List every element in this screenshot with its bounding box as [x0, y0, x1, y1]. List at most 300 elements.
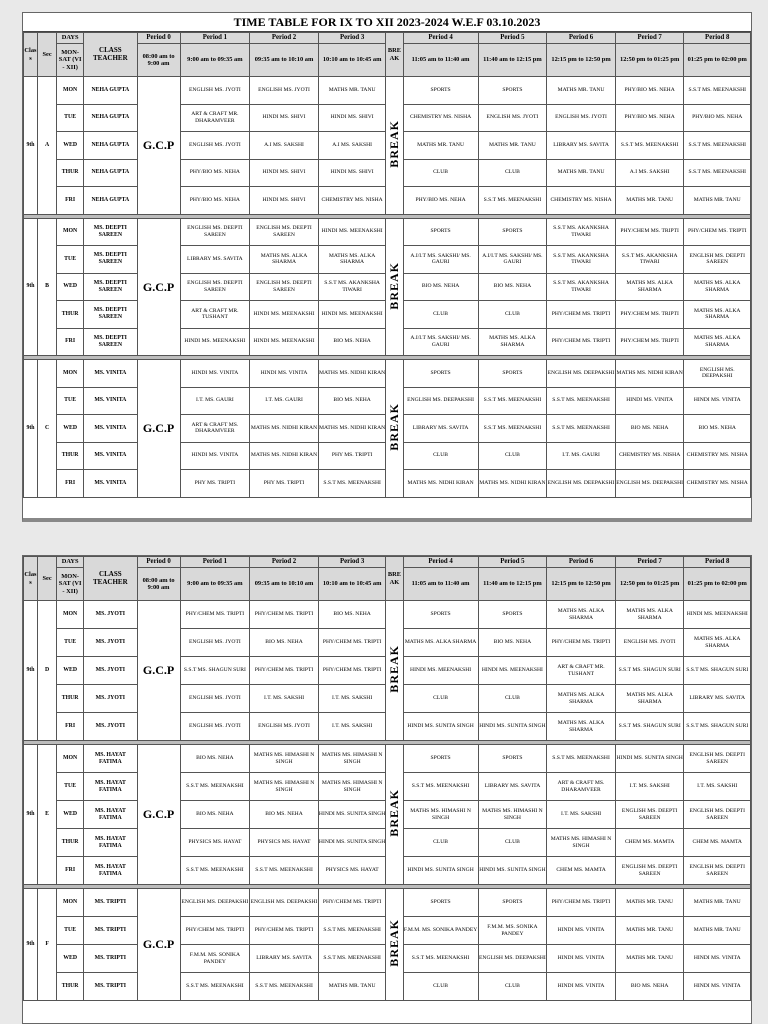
timetable-cell: CHEMISTRY MS. NISHA [684, 442, 751, 470]
timetable-cell: HINDI MS. SUNITA SINGH [478, 857, 547, 885]
timetable-cell: PHY/CHEM MS. TRIPTI [547, 889, 616, 917]
class-teacher-cell: MS. VINITA [84, 470, 138, 498]
break-column [386, 745, 403, 885]
class-teacher-cell: MS. DEEPTI SAREEN [84, 218, 138, 246]
timetable-cell: MATHS MR. TANU [318, 77, 386, 105]
timetable-title: TIME TABLE FOR IX TO XII 2023-2024 W.E.F 03.10.2023 [23, 13, 751, 32]
timetable-cell: ENGLISH MS. DEEPTI SAREEN [180, 218, 250, 246]
timetable-cell: ENGLISH MS. JYOTI [180, 132, 250, 160]
timetable-cell: HINDI MS. VINITA [684, 973, 751, 1001]
break-label: BREAK [387, 120, 402, 168]
timetable-cell: ART & CRAFT MR. DHARAMVEER [180, 104, 250, 132]
timetable-cell: PHYSICS MS. HAYAT [318, 857, 386, 885]
timetable-cell: ENGLISH MS. JYOTI [180, 713, 250, 741]
day-cell: MON [57, 889, 84, 917]
day-cell: THUR [57, 685, 84, 713]
class-teacher-cell: NEHA GUPTA [84, 187, 138, 215]
timetable-cell: MATHS MS. ALKA SHARMA [684, 301, 751, 329]
class-cell: 9th [24, 77, 38, 215]
timetable-cell: HINDI MS. SUNITA SINGH [403, 857, 478, 885]
timetable-cell: ENGLISH MS. DEEPTI SAREEN [684, 246, 751, 274]
day-cell: WED [57, 415, 84, 443]
break-label: BREAK [387, 261, 402, 310]
timetable-cell: LIBRARY MS. SAVITA [403, 415, 478, 443]
break-column [386, 601, 403, 741]
timetable-cell: PHY/CHEM MS. TRIPTI [615, 218, 684, 246]
timetable-cell: MATHS MR. TANU [615, 187, 684, 215]
class-teacher-cell: MS. VINITA [84, 387, 138, 415]
timetable-cell: S.S.T MS. MEENAKSHI [684, 77, 751, 105]
class-cell: 9th [24, 218, 38, 356]
class-teacher-cell: MS. JYOTI [84, 657, 138, 685]
timetable-cell: ENGLISH MS. DEEPTI SAREEN [684, 745, 751, 773]
timetable-cell: MATHS MS. ALKA SHARMA [684, 629, 751, 657]
period-time: 11:05 am to 11:40 am [403, 568, 478, 601]
period-0-gcp: G.C.P [137, 360, 180, 498]
period-header: Period 7 [615, 557, 684, 568]
break-label: BREAK [387, 789, 402, 837]
day-cell: FRI [57, 328, 84, 356]
class-teacher-cell: MS. VINITA [84, 415, 138, 443]
class-teacher-header: CLASS TEACHER [84, 33, 138, 77]
timetable-cell: S.S.T MS. MEENAKSHI [318, 470, 386, 498]
timetable-cell: MATHS MR. TANU [615, 917, 684, 945]
class-teacher-cell: MS. TRIPTI [84, 945, 138, 973]
period-0-gcp: G.C.P [137, 77, 180, 215]
timetable-cell: MATHS MS. ALKA SHARMA [547, 685, 616, 713]
timetable-cell: LIBRARY MS. SAVITA [180, 246, 250, 274]
timetable-cell: PHY MS. TRIPTI [250, 470, 319, 498]
timetable-cell: SPORTS [478, 889, 547, 917]
timetable-cell: S.S.T MS. MEENAKSHI [318, 917, 386, 945]
day-cell: THUR [57, 442, 84, 470]
timetable-cell: S.S.T MS. AKANKSHA TIWARI [547, 246, 616, 274]
timetable-cell: HINDI MS. VINITA [684, 945, 751, 973]
timetable-cell: PHY/CHEM MS. TRIPTI [547, 301, 616, 329]
break-header: BRE AK [386, 557, 403, 601]
period-header: Period 3 [318, 557, 386, 568]
timetable-cell: BIO MS. NEHA [478, 629, 547, 657]
timetable-cell: MATHS MS. NIDHI KIRAN [615, 360, 684, 388]
timetable-cell: CHEMISTRY MS. NISHA [403, 104, 478, 132]
timetable-cell: S.S.T MS. MEENAKSHI [615, 132, 684, 160]
timetable-cell: I.T. MS. GAURI [250, 387, 319, 415]
timetable-cell: ENGLISH MS. DEEPAKSHI [547, 470, 616, 498]
timetable-cell: ENGLISH MS. JYOTI [180, 629, 250, 657]
day-cell: MON [57, 601, 84, 629]
timetable-cell: ART & CRAFT MS. DHARAMVEER [547, 773, 616, 801]
timetable-cell: MATHS MS. ALKA SHARMA [615, 685, 684, 713]
timetable-cell: SPORTS [478, 360, 547, 388]
timetable-cell: S.S.T MS. MEENAKSHI [403, 773, 478, 801]
timetable-cell: MATHS MS. HIMASHI N SINGH [250, 745, 319, 773]
header-row [24, 557, 751, 568]
timetable-cell: PHY/CHEM MS. TRIPTI [180, 917, 250, 945]
timetable-cell: ENGLISH MS. DEEPAKSHI [250, 889, 319, 917]
timetable-cell: PHY/BIO MS. NEHA [403, 187, 478, 215]
period-header: Period 7 [615, 33, 684, 44]
timetable-grid [23, 556, 751, 1001]
timetable-cell: PHY/BIO MS. NEHA [684, 104, 751, 132]
break-column [386, 218, 403, 356]
timetable-cell: S.S.T MS. SHAGUN SURI [684, 657, 751, 685]
day-cell: MON [57, 745, 84, 773]
timetable-cell: ENGLISH MS. DEEPTI SAREEN [250, 273, 319, 301]
day-cell: THUR [57, 829, 84, 857]
section-cell: F [37, 889, 56, 1001]
timetable-cell: I.T. MS. SAKSHI [318, 685, 386, 713]
timetable-cell: ENGLISH MS. JYOTI [250, 713, 319, 741]
timetable-cell: S.S.T MS. AKANKSHA TIWARI [547, 273, 616, 301]
timetable-cell: MATHS MS. ALKA SHARMA [547, 601, 616, 629]
timetable-cell: S.S.T MS. MEENAKSHI [478, 387, 547, 415]
table-row [24, 601, 751, 629]
timetable-cell: CHEMISTRY MS. NISHA [615, 442, 684, 470]
timetable-cell: CLUB [478, 159, 547, 187]
timetable-cell: PHY MS. TRIPTI [180, 470, 250, 498]
timetable-cell: BIO MS. NEHA [250, 801, 319, 829]
timetable-cell: PHY/CHEM MS. TRIPTI [547, 328, 616, 356]
timetable-cell: CLUB [403, 159, 478, 187]
period-header: Period 8 [684, 33, 751, 44]
timetable-cell: MATHS MS. NIDHI KIRAN [250, 415, 319, 443]
timetable-cell: I.T. MS. SAKSHI [615, 773, 684, 801]
timetable-cell: MATHS MS. ALKA SHARMA [547, 713, 616, 741]
timetable-cell: ENGLISH MS. DEEPTI SAREEN [615, 857, 684, 885]
break-label: BREAK [387, 919, 402, 967]
period-time: 9:00 am to 09:35 am [180, 44, 250, 77]
header-row [24, 33, 751, 44]
day-cell: TUE [57, 629, 84, 657]
timetable-cell: ENGLISH MS. JYOTI [547, 104, 616, 132]
period-header: Period 0 [137, 557, 180, 568]
timetable-cell: MATHS MR. TANU [318, 973, 386, 1001]
period-header: Period 4 [403, 33, 478, 44]
timetable-cell: HINDI MS. SUNITA SINGH [615, 745, 684, 773]
period-header: Period 6 [547, 557, 616, 568]
class-teacher-cell: NEHA GUPTA [84, 132, 138, 160]
timetable-cell: ENGLISH MS. JYOTI [615, 629, 684, 657]
period-time: 10:10 am to 10:45 am [318, 568, 386, 601]
timetable-cell: HINDI MS. MEENAKSHI [180, 328, 250, 356]
period-header: Period 3 [318, 33, 386, 44]
day-cell: THUR [57, 159, 84, 187]
class-header: Clas s [24, 557, 38, 601]
timetable-cell: S.S.T MS. SHAGUN SURI [615, 713, 684, 741]
timetable-cell: MATHS MR. TANU [403, 132, 478, 160]
period-header: Period 6 [547, 33, 616, 44]
timetable-cell: MATHS MR. TANU [547, 77, 616, 105]
timetable-cell: MATHS MS. NIDHI KIRAN [318, 360, 386, 388]
class-teacher-cell: MS. VINITA [84, 442, 138, 470]
timetable-cell: MATHS MS. ALKA SHARMA [615, 601, 684, 629]
period-header: Period 2 [250, 557, 319, 568]
day-cell: FRI [57, 857, 84, 885]
period-header: Period 5 [478, 557, 547, 568]
class-teacher-cell: MS. JYOTI [84, 713, 138, 741]
timetable-cell: PHY/CHEM MS. TRIPTI [318, 657, 386, 685]
timetable-cell: I.T. MS. SAKSHI [684, 773, 751, 801]
day-cell: TUE [57, 773, 84, 801]
timetable-cell: SPORTS [478, 601, 547, 629]
day-cell: MON [57, 77, 84, 105]
timetable-cell: MATHS MS. NIDHI KIRAN [403, 470, 478, 498]
day-cell: TUE [57, 917, 84, 945]
table-row [24, 360, 751, 388]
table-row [24, 889, 751, 917]
timetable-cell: ART & CRAFT MR. TUSHANT [180, 301, 250, 329]
timetable-cell: MATHS MS. ALKA SHARMA [684, 328, 751, 356]
timetable-cell: BIO MS. NEHA [615, 415, 684, 443]
period-header: Period 1 [180, 557, 250, 568]
timetable-cell: HINDI MS. MEENAKSHI [318, 301, 386, 329]
timetable-cell: HINDI MS. SHIVI [318, 104, 386, 132]
timetable-cell: LIBRARY MS. SAVITA [478, 773, 547, 801]
timetable-cell: CHEMISTRY MS. NISHA [684, 470, 751, 498]
period-time: 09:35 am to 10:10 am [250, 44, 319, 77]
class-teacher-cell: MS. DEEPTI SAREEN [84, 328, 138, 356]
class-teacher-cell: MS. HAYAT FATIMA [84, 745, 138, 773]
timetable-cell: A.I MS. SAKSHI [615, 159, 684, 187]
day-cell: THUR [57, 973, 84, 1001]
timetable-cell: ENGLISH MS. DEEPTI SAREEN [684, 857, 751, 885]
period-time: 12:50 pm to 01:25 pm [615, 44, 684, 77]
class-teacher-cell: MS. JYOTI [84, 601, 138, 629]
timetable-cell: I.T. MS. SAKSHI [318, 713, 386, 741]
class-cell: 9th [24, 601, 38, 741]
timetable-cell: ENGLISH MS. DEEPAKSHI [478, 945, 547, 973]
timetable-cell: MATHS MS. ALKA SHARMA [478, 328, 547, 356]
day-cell: WED [57, 945, 84, 973]
class-cell: 9th [24, 889, 38, 1001]
timetable-cell: MATHS MS. NIDHI KIRAN [250, 442, 319, 470]
class-teacher-cell: MS. JYOTI [84, 685, 138, 713]
timetable-cell: HINDI MS. VINITA [547, 945, 616, 973]
timetable-cell: HINDI MS. VINITA [547, 917, 616, 945]
timetable-cell: A.I/I.T MS. SAKSHI/ MS. GAURI [403, 328, 478, 356]
timetable-cell: ENGLISH MS. DEEPAKSHI [180, 889, 250, 917]
class-teacher-cell: MS. HAYAT FATIMA [84, 773, 138, 801]
timetable-cell: CLUB [478, 829, 547, 857]
class-teacher-cell: MS. HAYAT FATIMA [84, 857, 138, 885]
period-0-gcp: G.C.P [137, 889, 180, 1001]
class-teacher-cell: NEHA GUPTA [84, 159, 138, 187]
timetable-cell: HINDI MS. VINITA [684, 387, 751, 415]
period-time: 11:40 am to 12:15 pm [478, 568, 547, 601]
timetable-cell: MATHS MS. NIDHI KIRAN [478, 470, 547, 498]
timetable-cell: HINDI MS. SHIVI [318, 159, 386, 187]
timetable-cell: PHY/CHEM MS. TRIPTI [684, 218, 751, 246]
period-header: Period 8 [684, 557, 751, 568]
timetable-cell: PHY/CHEM MS. TRIPTI [615, 301, 684, 329]
timetable-cell: BIO MS. NEHA [318, 387, 386, 415]
timetable-cell: HINDI MS. SUNITA SINGH [318, 829, 386, 857]
class-teacher-cell: MS. TRIPTI [84, 889, 138, 917]
timetable-cell: SPORTS [403, 360, 478, 388]
timetable-cell: ENGLISH MS. DEEPTI SAREEN [615, 801, 684, 829]
timetable-cell: HINDI MS. VINITA [250, 360, 319, 388]
days-range: MON-SAT (VI - XII) [57, 44, 84, 77]
timetable-cell: CLUB [478, 973, 547, 1001]
class-teacher-cell: NEHA GUPTA [84, 104, 138, 132]
timetable-cell: ENGLISH MS. JYOTI [250, 77, 319, 105]
timetable-cell: A.I/I.T MS. SAKSHI/ MS. GAURI [478, 246, 547, 274]
timetable-cell: MATHS MS. ALKA SHARMA [403, 629, 478, 657]
timetable-cell: HINDI MS. SUNITA SINGH [318, 801, 386, 829]
timetable-cell: MATHS MR. TANU [615, 945, 684, 973]
timetable-cell: ENGLISH MS. DEEPTI SAREEN [684, 801, 751, 829]
timetable-cell: S.S.T MS. MEENAKSHI [547, 415, 616, 443]
timetable-cell: PHY/CHEM MS. TRIPTI [250, 601, 319, 629]
timetable-cell: I.T. MS. GAURI [547, 442, 616, 470]
timetable-cell: S.S.T MS. MEENAKSHI [180, 773, 250, 801]
timetable-cell: CHEM MS. MAMTA [615, 829, 684, 857]
timetable-cell: S.S.T MS. MEENAKSHI [250, 857, 319, 885]
timetable-cell: LIBRARY MS. SAVITA [547, 132, 616, 160]
timetable-cell: PHY/BIO MS. NEHA [180, 187, 250, 215]
timetable-cell: MATHS MS. NIDHI KIRAN [318, 415, 386, 443]
class-teacher-cell: MS. JYOTI [84, 629, 138, 657]
timetable-cell: MATHS MS. HIMASHI N SINGH [478, 801, 547, 829]
class-teacher-cell: MS. HAYAT FATIMA [84, 829, 138, 857]
timetable-cell: PHY MS. TRIPTI [318, 442, 386, 470]
day-cell: FRI [57, 713, 84, 741]
break-column [386, 889, 403, 1001]
period-time: 11:05 am to 11:40 am [403, 44, 478, 77]
timetable-cell: HINDI MS. MEENAKSHI [684, 601, 751, 629]
timetable-cell: BIO MS. NEHA [180, 745, 250, 773]
timetable-cell: CLUB [478, 685, 547, 713]
timetable-cell: LIBRARY MS. SAVITA [250, 945, 319, 973]
timetable-cell: SPORTS [403, 745, 478, 773]
timetable-cell: S.S.T MS. MEENAKSHI [547, 387, 616, 415]
timetable-cell: CLUB [403, 685, 478, 713]
period-header: Period 4 [403, 557, 478, 568]
timetable-grid [23, 32, 751, 498]
timetable-cell: I.T. MS. SAKSHI [250, 685, 319, 713]
timetable-cell: MATHS MR. TANU [547, 159, 616, 187]
timetable-cell: CHEM MS. MAMTA [547, 857, 616, 885]
timetable-cell: ENGLISH MS. JYOTI [180, 685, 250, 713]
period-time: 09:35 am to 10:10 am [250, 568, 319, 601]
timetable-cell: S.S.T MS. SHAGUN SURI [615, 657, 684, 685]
timetable-cell: MATHS MS. HIMASHI N SINGH [250, 773, 319, 801]
timetable-cell: S.S.T MS. AKANKSHA TIWARI [318, 273, 386, 301]
timetable-cell: MATHS MS. ALKA SHARMA [684, 273, 751, 301]
timetable-cell: S.S.T MS. MEENAKSHI [684, 159, 751, 187]
break-label: BREAK [387, 403, 402, 451]
timetable-cell: CHEMISTRY MS. NISHA [547, 187, 616, 215]
timetable-cell: PHY/BIO MS. NEHA [615, 104, 684, 132]
timetable-cell: S.S.T MS. MEENAKSHI [684, 132, 751, 160]
timetable-cell: PHY/CHEM MS. TRIPTI [250, 917, 319, 945]
period-header: Period 0 [137, 33, 180, 44]
timetable-cell: F.M.M. MS. SONIKA PANDEY [180, 945, 250, 973]
period-time: 08:00 am to 9:00 am [137, 44, 180, 77]
timetable-cell: BIO MS. NEHA [684, 415, 751, 443]
class-header: Clas s [24, 33, 38, 77]
day-cell: FRI [57, 470, 84, 498]
timetable-cell: MATHS MS. ALKA SHARMA [250, 246, 319, 274]
table-row [24, 745, 751, 773]
timetable-cell: BIO MS. NEHA [318, 601, 386, 629]
timetable-cell: BIO MS. NEHA [318, 328, 386, 356]
timetable-cell: SPORTS [478, 745, 547, 773]
class-teacher-cell: MS. TRIPTI [84, 917, 138, 945]
timetable-cell: ENGLISH MS. DEEPAKSHI [403, 387, 478, 415]
timetable-cell: S.S.T MS. SHAGUN SURI [684, 713, 751, 741]
timetable-cell: MATHS MS. HIMASHI N SINGH [318, 745, 386, 773]
section-header: Sec [37, 557, 56, 601]
timetable-cell: CHEM MS. MAMTA [684, 829, 751, 857]
table-row [24, 218, 751, 246]
timetable-cell: ENGLISH MS. DEEPTI SAREEN [180, 273, 250, 301]
period-time: 11:40 am to 12:15 pm [478, 44, 547, 77]
timetable-cell: CLUB [403, 973, 478, 1001]
period-0-gcp: G.C.P [137, 745, 180, 885]
timetable-cell: MATHS MS. ALKA SHARMA [318, 246, 386, 274]
class-teacher-cell: MS. DEEPTI SAREEN [84, 301, 138, 329]
timetable-cell: HINDI MS. MEENAKSHI [250, 301, 319, 329]
days-range: MON-SAT (VI - XII) [57, 568, 84, 601]
day-cell: MON [57, 218, 84, 246]
timetable-cell: HINDI MS. VINITA [180, 360, 250, 388]
period-time: 12:15 pm to 12:50 pm [547, 568, 616, 601]
day-cell: TUE [57, 104, 84, 132]
timetable-cell: HINDI MS. MEENAKSHI [318, 218, 386, 246]
timetable-cell: ART & CRAFT MS. DHARAMVEER [180, 415, 250, 443]
period-header: Period 1 [180, 33, 250, 44]
timetable-cell: BIO MS. NEHA [403, 273, 478, 301]
timetable-cell: A.I/I.T MS. SAKSHI/ MS. GAURI [403, 246, 478, 274]
break-column [386, 77, 403, 215]
timetable-cell: S.S.T MS. MEENAKSHI [547, 745, 616, 773]
section-cell: B [37, 218, 56, 356]
section-header: Sec [37, 33, 56, 77]
day-cell: WED [57, 801, 84, 829]
period-header: Period 2 [250, 33, 319, 44]
class-teacher-header: CLASS TEACHER [84, 557, 138, 601]
break-label: BREAK [387, 645, 402, 693]
timetable-cell: S.S.T MS. SHAGUN SURI [180, 657, 250, 685]
timetable-cell: MATHS MR. TANU [684, 187, 751, 215]
class-teacher-cell: MS. DEEPTI SAREEN [84, 246, 138, 274]
timetable-cell: S.S.T MS. MEENAKSHI [478, 187, 547, 215]
timetable-cell: S.S.T MS. MEENAKSHI [318, 945, 386, 973]
day-cell: TUE [57, 246, 84, 274]
timetable-cell: BIO MS. NEHA [180, 801, 250, 829]
timetable-cell: S.S.T MS. MEENAKSHI [180, 973, 250, 1001]
timetable-cell: ENGLISH MS. DEEPAKSHI [684, 360, 751, 388]
period-0-gcp: G.C.P [137, 218, 180, 356]
timetable-cell: MATHS MR. TANU [615, 889, 684, 917]
timetable-cell: PHYSICS MS. HAYAT [250, 829, 319, 857]
break-column [386, 360, 403, 498]
section-cell: D [37, 601, 56, 741]
timetable-cell: ENGLISH MS. DEEPAKSHI [547, 360, 616, 388]
period-time: 12:15 pm to 12:50 pm [547, 44, 616, 77]
class-teacher-cell: MS. DEEPTI SAREEN [84, 273, 138, 301]
period-header: Period 5 [478, 33, 547, 44]
timetable-cell: ART & CRAFT MR. TUSHANT [547, 657, 616, 685]
period-time: 10:10 am to 10:45 am [318, 44, 386, 77]
timetable-cell: SPORTS [403, 601, 478, 629]
timetable-cell: PHY/CHEM MS. TRIPTI [318, 889, 386, 917]
timetable-cell: MATHS MR. TANU [684, 889, 751, 917]
period-time: 01:25 pm to 02:00 pm [684, 44, 751, 77]
timetable-cell: CLUB [403, 829, 478, 857]
class-teacher-cell: MS. HAYAT FATIMA [84, 801, 138, 829]
